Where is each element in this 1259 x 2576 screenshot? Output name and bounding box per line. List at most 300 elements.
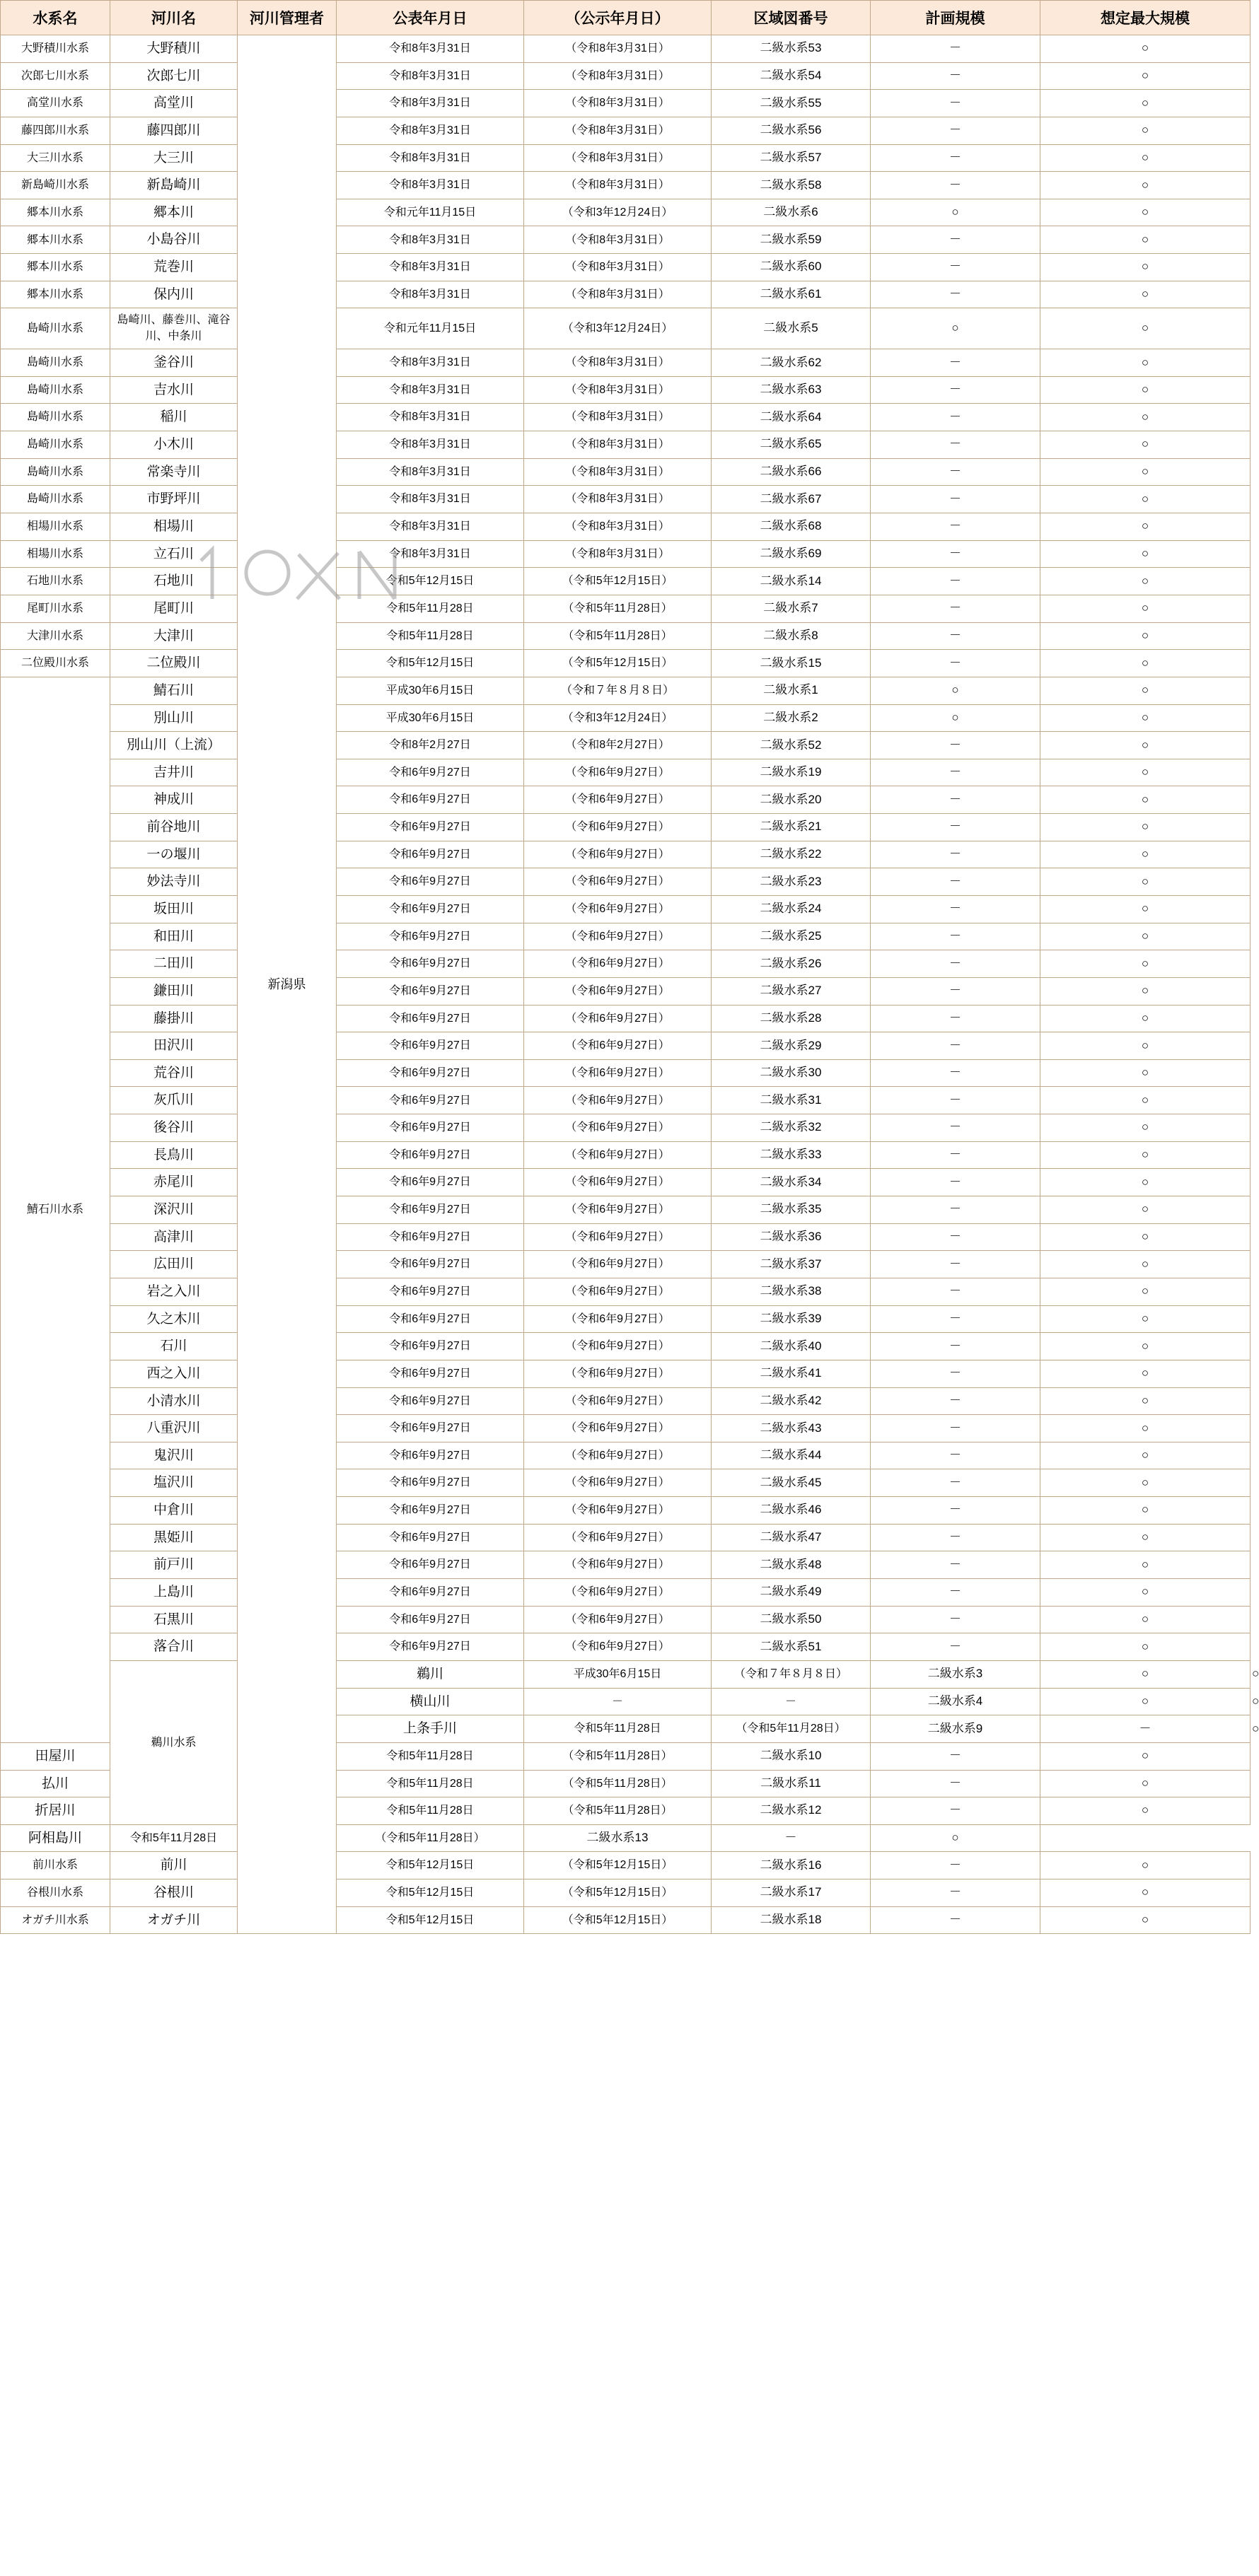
cell-max-assumed-scale: ○ — [1040, 704, 1251, 732]
cell-river-name: 相場川 — [110, 513, 238, 541]
cell-water-system: 高堂川水系 — [1, 90, 110, 117]
cell-publish-date: 令和5年12月15日 — [337, 650, 524, 677]
cell-river-name: 常楽寺川 — [110, 458, 238, 486]
table-row — [1, 1524, 1251, 1551]
cell-publish-date: 令和8年3月31日 — [337, 513, 524, 541]
cell-max-assumed-scale: ○ — [1040, 540, 1251, 568]
cell-publish-date: 令和6年9月27日 — [337, 1442, 524, 1469]
cell-plan-scale: － — [871, 1223, 1040, 1251]
cell-plan-scale: － — [871, 486, 1040, 513]
cell-publish-date: 令和8年3月31日 — [337, 117, 524, 144]
cell-notice-date: （令和6年9月27日） — [524, 896, 712, 923]
cell-plan-scale: － — [871, 254, 1040, 281]
cell-plan-scale: － — [871, 1742, 1040, 1770]
cell-area-map-number: 二級水系25 — [712, 923, 871, 950]
col-header-max-scale: 想定最大規模 — [1040, 1, 1251, 35]
cell-river-name: 鯖石川 — [110, 677, 238, 704]
cell-water-system: 郷本川水系 — [1, 254, 110, 281]
cell-area-map-number: 二級水系63 — [712, 376, 871, 404]
cell-notice-date: （令和6年9月27日） — [524, 1551, 712, 1579]
cell-river-name: 和田川 — [110, 923, 238, 950]
cell-notice-date: （令和8年3月31日） — [524, 281, 712, 308]
cell-publish-date: 令和6年9月27日 — [337, 1059, 524, 1087]
cell-publish-date: 令和8年3月31日 — [337, 281, 524, 308]
cell-river-name: 灰爪川 — [110, 1087, 238, 1114]
cell-notice-date: （令和6年9月27日） — [524, 841, 712, 868]
cell-max-assumed-scale: ○ — [1040, 1797, 1251, 1825]
cell-notice-date: （令和8年3月31日） — [524, 35, 712, 63]
cell-area-map-number: 二級水系21 — [712, 814, 871, 841]
cell-publish-date: 令和6年9月27日 — [337, 868, 524, 896]
table-row — [1, 1087, 1251, 1114]
cell-publish-date: 令和6年9月27日 — [337, 1360, 524, 1387]
cell-area-map-number: 二級水系1 — [712, 677, 871, 704]
table-row — [1, 595, 1251, 622]
cell-river-name: 小島谷川 — [110, 226, 238, 254]
cell-max-assumed-scale: ○ — [1040, 1196, 1251, 1224]
table-row — [1, 1251, 1251, 1278]
cell-area-map-number: 二級水系6 — [712, 199, 871, 226]
cell-notice-date: （令和8年3月31日） — [524, 226, 712, 254]
table-row — [1, 1360, 1251, 1387]
cell-plan-scale: ○ — [871, 199, 1040, 226]
cell-plan-scale: － — [871, 1879, 1040, 1907]
cell-plan-scale: － — [871, 568, 1040, 595]
cell-max-assumed-scale: ○ — [1040, 1087, 1251, 1114]
cell-max-assumed-scale: ○ — [1040, 759, 1251, 786]
table-row — [1, 1879, 1251, 1907]
cell-river-name: 尾町川 — [110, 595, 238, 622]
cell-river-name: 塩沢川 — [110, 1469, 238, 1497]
table-row — [1, 650, 1251, 677]
cell-area-map-number: 二級水系2 — [712, 704, 871, 732]
cell-publish-date: 令和6年9月27日 — [337, 1141, 524, 1169]
col-header-suikei: 水系名 — [1, 1, 110, 35]
cell-river-name: 払川 — [1, 1770, 110, 1797]
cell-publish-date: 令和8年3月31日 — [337, 254, 524, 281]
cell-water-system: 郷本川水系 — [1, 226, 110, 254]
cell-river-name: 田沢川 — [110, 1032, 238, 1060]
table-row — [1, 896, 1251, 923]
cell-notice-date: （令和6年9月27日） — [524, 1278, 712, 1305]
cell-river-name: 鎌田川 — [110, 977, 238, 1005]
cell-notice-date: （令和6年9月27日） — [524, 1633, 712, 1661]
cell-water-system: 相場川水系 — [1, 540, 110, 568]
cell-plan-scale: － — [871, 1087, 1040, 1114]
cell-publish-date: 平成30年6月15日 — [524, 1660, 712, 1688]
cell-notice-date: （令和5年12月15日） — [524, 1906, 712, 1934]
cell-area-map-number: 二級水系24 — [712, 896, 871, 923]
cell-max-assumed-scale: ○ — [1040, 1032, 1251, 1060]
cell-max-assumed-scale: ○ — [1040, 1305, 1251, 1333]
cell-max-assumed-scale: ○ — [1040, 1114, 1251, 1142]
cell-area-map-number: 二級水系47 — [712, 1524, 871, 1551]
cell-plan-scale: － — [871, 1333, 1040, 1360]
cell-plan-scale: － — [871, 172, 1040, 199]
table-row: 横山川 － － 二級水系4 ○ ○ — [1, 1688, 1251, 1715]
cell-area-map-number: 二級水系65 — [712, 431, 871, 459]
cell-river-name: 田屋川 — [1, 1742, 110, 1770]
cell-max-assumed-scale: ○ — [1040, 1169, 1251, 1196]
cell-max-assumed-scale: ○ — [1040, 1251, 1251, 1278]
cell-water-system: 前川水系 — [1, 1852, 110, 1879]
cell-river-name: 小清水川 — [110, 1387, 238, 1415]
cell-plan-scale: － — [871, 1251, 1040, 1278]
cell-publish-date: 令和5年12月15日 — [337, 1852, 524, 1879]
cell-max-assumed-scale: ○ — [1040, 1141, 1251, 1169]
cell-plan-scale: － — [871, 896, 1040, 923]
cell-publish-date: 令和8年2月27日 — [337, 732, 524, 759]
cell-area-map-number: 二級水系18 — [712, 1906, 871, 1934]
cell-area-map-number: 二級水系51 — [712, 1633, 871, 1661]
cell-river-name: 岩之入川 — [110, 1278, 238, 1305]
cell-area-map-number: 二級水系22 — [712, 841, 871, 868]
cell-plan-scale: － — [712, 1824, 871, 1852]
cell-plan-scale: － — [871, 650, 1040, 677]
cell-notice-date: （令和6年9月27日） — [524, 1442, 712, 1469]
cell-notice-date: （令和8年3月31日） — [524, 117, 712, 144]
cell-max-assumed-scale: ○ — [1040, 1223, 1251, 1251]
cell-max-assumed-scale: ○ — [1040, 1551, 1251, 1579]
table-row — [1, 90, 1251, 117]
cell-plan-scale: － — [871, 376, 1040, 404]
cell-plan-scale: － — [871, 1579, 1040, 1607]
table-row — [1, 1415, 1251, 1443]
cell-water-system: 石地川水系 — [1, 568, 110, 595]
cell-area-map-number: 二級水系38 — [712, 1278, 871, 1305]
cell-water-system: 大野積川水系 — [1, 35, 110, 63]
cell-river-name: 上条手川 — [337, 1715, 524, 1743]
table-row — [1, 144, 1251, 172]
col-header-manager: 河川管理者 — [238, 1, 337, 35]
cell-area-map-number: 二級水系34 — [712, 1169, 871, 1196]
cell-notice-date: （令和3年12月24日） — [524, 308, 712, 349]
cell-water-system: 郷本川水系 — [1, 281, 110, 308]
cell-plan-scale: － — [871, 540, 1040, 568]
cell-plan-scale: － — [871, 1551, 1040, 1579]
cell-water-system: 島崎川水系 — [1, 349, 110, 377]
cell-water-system: 藤四郎川水系 — [1, 117, 110, 144]
col-header-plan-scale: 計画規模 — [871, 1, 1040, 35]
cell-plan-scale: － — [871, 1005, 1040, 1032]
cell-river-manager: 新潟県 — [238, 35, 337, 1934]
cell-plan-scale: － — [871, 1305, 1040, 1333]
cell-river-name: 吉井川 — [110, 759, 238, 786]
cell-area-map-number: 二級水系49 — [712, 1579, 871, 1607]
cell-plan-scale: － — [871, 431, 1040, 459]
cell-max-assumed-scale: ○ — [1040, 677, 1251, 704]
table-row — [1, 349, 1251, 377]
cell-publish-date: 令和6年9月27日 — [337, 1633, 524, 1661]
cell-water-system: 島崎川水系 — [1, 404, 110, 431]
cell-river-name: 妙法寺川 — [110, 868, 238, 896]
table-row — [1, 1606, 1251, 1633]
cell-area-map-number: 二級水系7 — [712, 595, 871, 622]
cell-river-name: 二田川 — [110, 950, 238, 978]
cell-river-name: 鬼沢川 — [110, 1442, 238, 1469]
cell-notice-date: （令和8年3月31日） — [524, 90, 712, 117]
cell-publish-date: 令和8年3月31日 — [337, 376, 524, 404]
table-row — [1, 1196, 1251, 1224]
table-row — [1, 1114, 1251, 1142]
cell-notice-date: （令和8年3月31日） — [524, 172, 712, 199]
cell-notice-date: （令和5年11月28日） — [524, 1770, 712, 1797]
cell-notice-date: （令和3年12月24日） — [524, 199, 712, 226]
cell-water-system: 島崎川水系 — [1, 458, 110, 486]
cell-notice-date: （令和8年3月31日） — [524, 349, 712, 377]
cell-max-assumed-scale: ○ — [1040, 1852, 1251, 1879]
cell-notice-date: （令和8年3月31日） — [524, 144, 712, 172]
cell-plan-scale: － — [871, 1278, 1040, 1305]
table-row — [1, 677, 1251, 704]
cell-river-name: 荒巻川 — [110, 254, 238, 281]
cell-notice-date: （令和6年9月27日） — [524, 1606, 712, 1633]
cell-river-name: 折居川 — [1, 1797, 110, 1825]
cell-max-assumed-scale: ○ — [1040, 308, 1251, 349]
table-row — [1, 704, 1251, 732]
table-row — [1, 786, 1251, 814]
cell-area-map-number: 二級水系27 — [712, 977, 871, 1005]
cell-publish-date: 令和6年9月27日 — [337, 1087, 524, 1114]
cell-area-map-number: 二級水系19 — [712, 759, 871, 786]
cell-river-name: 長鳥川 — [110, 1141, 238, 1169]
cell-notice-date: （令和5年11月28日） — [524, 595, 712, 622]
cell-publish-date: 令和6年9月27日 — [337, 841, 524, 868]
cell-max-assumed-scale: ○ — [1040, 486, 1251, 513]
table-row — [1, 868, 1251, 896]
cell-river-name: 島崎川、藤巻川、滝谷川、中条川 — [110, 308, 238, 349]
cell-plan-scale: － — [871, 595, 1040, 622]
table-row — [1, 1442, 1251, 1469]
table-row — [1, 199, 1251, 226]
cell-river-name: 藤掛川 — [110, 1005, 238, 1032]
cell-notice-date: （令和７年８月８日） — [524, 677, 712, 704]
cell-area-map-number: 二級水系44 — [712, 1442, 871, 1469]
cell-max-assumed-scale: ○ — [1040, 868, 1251, 896]
cell-river-name: 鵜川 — [337, 1660, 524, 1688]
cell-notice-date: （令和6年9月27日） — [524, 1524, 712, 1551]
cell-notice-date: （令和6年9月27日） — [524, 1415, 712, 1443]
cell-publish-date: 令和6年9月27日 — [337, 896, 524, 923]
cell-publish-date: 令和元年11月15日 — [337, 199, 524, 226]
table-row — [1, 1551, 1251, 1579]
cell-max-assumed-scale: ○ — [1040, 568, 1251, 595]
table-row — [1, 226, 1251, 254]
cell-max-assumed-scale: ○ — [1040, 254, 1251, 281]
cell-water-system: 島崎川水系 — [1, 431, 110, 459]
cell-max-assumed-scale: ○ — [1040, 814, 1251, 841]
cell-river-name: 上島川 — [110, 1579, 238, 1607]
cell-area-map-number: 二級水系64 — [712, 404, 871, 431]
cell-max-assumed-scale: ○ — [1040, 1360, 1251, 1387]
cell-publish-date: 令和5年11月28日 — [337, 1770, 524, 1797]
cell-max-assumed-scale: ○ — [1040, 199, 1251, 226]
cell-publish-date: 令和6年9月27日 — [337, 1524, 524, 1551]
cell-river-name: 石川 — [110, 1333, 238, 1360]
cell-plan-scale: － — [871, 1360, 1040, 1387]
cell-area-map-number: 二級水系43 — [712, 1415, 871, 1443]
cell-notice-date: （令和6年9月27日） — [524, 814, 712, 841]
cell-plan-scale: － — [871, 458, 1040, 486]
cell-area-map-number: 二級水系42 — [712, 1387, 871, 1415]
cell-area-map-number: 二級水系31 — [712, 1087, 871, 1114]
cell-plan-scale: － — [871, 732, 1040, 759]
cell-notice-date: （令和8年3月31日） — [524, 62, 712, 90]
cell-river-name: 久之木川 — [110, 1305, 238, 1333]
cell-area-map-number: 二級水系10 — [712, 1742, 871, 1770]
cell-max-assumed-scale: ○ — [1040, 1469, 1251, 1497]
cell-area-map-number: 二級水系9 — [871, 1715, 1040, 1743]
cell-notice-date: （令和5年11月28日） — [524, 1797, 712, 1825]
table-row — [1, 404, 1251, 431]
cell-area-map-number: 二級水系67 — [712, 486, 871, 513]
cell-max-assumed-scale: ○ — [1040, 950, 1251, 978]
cell-publish-date: 令和6年9月27日 — [337, 1579, 524, 1607]
cell-area-map-number: 二級水系60 — [712, 254, 871, 281]
table-row — [1, 254, 1251, 281]
cell-plan-scale: － — [871, 923, 1040, 950]
cell-river-name: 稲川 — [110, 404, 238, 431]
cell-plan-scale: － — [871, 841, 1040, 868]
cell-notice-date: （令和5年12月15日） — [524, 568, 712, 595]
cell-area-map-number: 二級水系12 — [712, 1797, 871, 1825]
cell-notice-date: （令和6年9月27日） — [524, 1333, 712, 1360]
table-header — [1, 1, 1251, 35]
cell-plan-scale: － — [871, 404, 1040, 431]
cell-notice-date: （令和6年9月27日） — [524, 1087, 712, 1114]
cell-river-name: 西之入川 — [110, 1360, 238, 1387]
cell-max-assumed-scale: ○ — [1040, 923, 1251, 950]
cell-max-assumed-scale: ○ — [1040, 62, 1251, 90]
cell-river-name: 高堂川 — [110, 90, 238, 117]
cell-notice-date: （令和5年11月28日） — [712, 1715, 871, 1743]
cell-area-map-number: 二級水系52 — [712, 732, 871, 759]
table-row — [1, 1032, 1251, 1060]
cell-river-name: 広田川 — [110, 1251, 238, 1278]
cell-river-name: 大三川 — [110, 144, 238, 172]
table-row — [1, 1005, 1251, 1032]
cell-max-assumed-scale: ○ — [1040, 513, 1251, 541]
cell-plan-scale: － — [871, 281, 1040, 308]
cell-max-assumed-scale: ○ — [1040, 172, 1251, 199]
cell-river-name: 市野坪川 — [110, 486, 238, 513]
table-row — [1, 308, 1251, 349]
cell-notice-date: （令和6年9月27日） — [524, 1469, 712, 1497]
cell-max-assumed-scale: ○ — [1040, 841, 1251, 868]
col-header-area-map-no: 区域図番号 — [712, 1, 871, 35]
cell-publish-date: 令和8年3月31日 — [337, 62, 524, 90]
cell-water-system: 大三川水系 — [1, 144, 110, 172]
cell-publish-date: 令和8年3月31日 — [337, 144, 524, 172]
cell-river-name: 落合川 — [110, 1633, 238, 1661]
cell-river-name: 高津川 — [110, 1223, 238, 1251]
cell-notice-date: （令和5年12月15日） — [524, 1879, 712, 1907]
table-row — [1, 458, 1251, 486]
cell-area-map-number: 二級水系33 — [712, 1141, 871, 1169]
cell-river-name: 釜谷川 — [110, 349, 238, 377]
cell-plan-scale: － — [871, 977, 1040, 1005]
cell-plan-scale: － — [871, 1906, 1040, 1934]
cell-water-system: 島崎川水系 — [1, 486, 110, 513]
cell-notice-date: （令和6年9月27日） — [524, 1196, 712, 1224]
cell-area-map-number: 二級水系45 — [712, 1469, 871, 1497]
cell-publish-date: － — [524, 1688, 712, 1715]
cell-area-map-number: 二級水系36 — [712, 1223, 871, 1251]
cell-max-assumed-scale: ○ — [1040, 1606, 1251, 1633]
cell-area-map-number: 二級水系3 — [871, 1660, 1040, 1688]
cell-plan-scale: ○ — [1040, 1660, 1251, 1688]
cell-max-assumed-scale: ○ — [1040, 1333, 1251, 1360]
table-row — [1, 814, 1251, 841]
cell-notice-date: （令和6年9月27日） — [524, 1223, 712, 1251]
cell-area-map-number: 二級水系35 — [712, 1196, 871, 1224]
cell-area-map-number: 二級水系17 — [712, 1879, 871, 1907]
cell-area-map-number: 二級水系53 — [712, 35, 871, 63]
cell-max-assumed-scale: ○ — [1040, 622, 1251, 650]
cell-area-map-number: 二級水系39 — [712, 1305, 871, 1333]
cell-area-map-number: 二級水系59 — [712, 226, 871, 254]
cell-publish-date: 令和6年9月27日 — [337, 1415, 524, 1443]
cell-publish-date: 令和6年9月27日 — [337, 1333, 524, 1360]
cell-max-assumed-scale: ○ — [1040, 595, 1251, 622]
cell-river-name: 石地川 — [110, 568, 238, 595]
cell-publish-date: 令和6年9月27日 — [337, 1551, 524, 1579]
cell-notice-date: （令和6年9月27日） — [524, 1497, 712, 1525]
cell-notice-date: （令和5年12月15日） — [524, 650, 712, 677]
cell-plan-scale: － — [1040, 1715, 1251, 1743]
cell-notice-date: （令和6年9月27日） — [524, 1059, 712, 1087]
cell-river-name: 黒姫川 — [110, 1524, 238, 1551]
table-row — [1, 950, 1251, 978]
cell-river-name: 立石川 — [110, 540, 238, 568]
cell-notice-date: （令和8年2月27日） — [524, 732, 712, 759]
cell-publish-date: 令和8年3月31日 — [337, 431, 524, 459]
cell-plan-scale: － — [871, 1032, 1040, 1060]
cell-publish-date: 令和6年9月27日 — [337, 1387, 524, 1415]
cell-river-name: 大津川 — [110, 622, 238, 650]
cell-area-map-number: 二級水系68 — [712, 513, 871, 541]
cell-publish-date: 令和6年9月27日 — [337, 1469, 524, 1497]
cell-notice-date: （令和5年11月28日） — [524, 622, 712, 650]
table-row — [1, 622, 1251, 650]
cell-plan-scale: － — [871, 1524, 1040, 1551]
cell-max-assumed-scale: ○ — [1040, 1770, 1251, 1797]
table-row — [1, 1141, 1251, 1169]
table-row — [1, 540, 1251, 568]
table-row — [1, 486, 1251, 513]
cell-max-assumed-scale: ○ — [1040, 1879, 1251, 1907]
cell-publish-date: 令和5年11月28日 — [337, 595, 524, 622]
cell-plan-scale: － — [871, 1415, 1040, 1443]
table-row — [1, 1497, 1251, 1525]
cell-plan-scale: － — [871, 1606, 1040, 1633]
cell-water-system: 二位殿川水系 — [1, 650, 110, 677]
cell-plan-scale: － — [871, 1797, 1040, 1825]
table-row — [1, 1852, 1251, 1879]
cell-max-assumed-scale: ○ — [1040, 458, 1251, 486]
cell-notice-date: （令和6年9月27日） — [524, 1305, 712, 1333]
table-row — [1, 431, 1251, 459]
cell-max-assumed-scale: ○ — [1040, 1906, 1251, 1934]
cell-river-name: 新島崎川 — [110, 172, 238, 199]
cell-publish-date: 令和6年9月27日 — [337, 1169, 524, 1196]
table-row — [1, 1469, 1251, 1497]
cell-plan-scale: － — [871, 62, 1040, 90]
cell-river-name: 荒谷川 — [110, 1059, 238, 1087]
cell-plan-scale: － — [871, 226, 1040, 254]
table-row — [1, 1333, 1251, 1360]
cell-notice-date: － — [712, 1688, 871, 1715]
